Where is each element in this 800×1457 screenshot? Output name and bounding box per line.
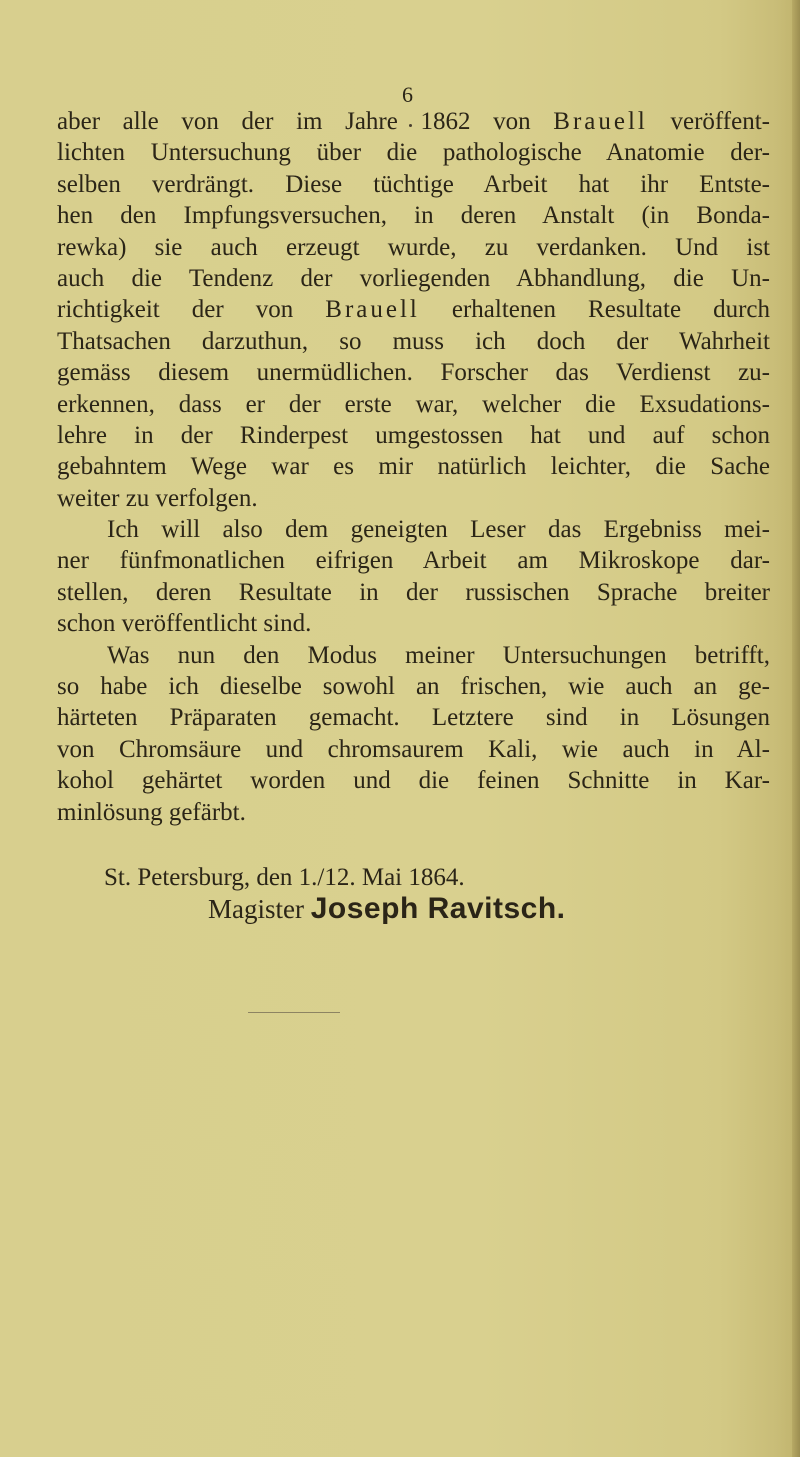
text-line: kohol gehärtet worden und die feinen Schnitte in Kar- [57, 767, 770, 795]
page-number: 6 [402, 82, 413, 107]
page-edge-shadow [792, 0, 800, 1457]
text-line: gemäss diesem unermüdlichen. Forscher das Verdienst zu- [57, 359, 770, 387]
closing-rule [248, 1012, 340, 1013]
text-line: so habe ich dieselbe sowohl an frischen, wie auch an ge- [57, 673, 770, 701]
text-line: von Chromsäure und chromsaurem Kali, wie auch in Al- [57, 735, 770, 763]
signature [208, 892, 566, 926]
text-line: selben verdrängt. Diese tüchtige Arbeit hat ihr Entste- [57, 170, 770, 198]
signature-title: Magister [208, 894, 304, 924]
signature-place-date: St. Petersburg, den 1./12. Mai 1864. [104, 864, 465, 891]
text-line: härteten Präparaten gemacht. Letztere sind in Lösungen [57, 704, 770, 732]
text-line: lehre in der Rinderpest umgestossen hat und auf schon [57, 421, 770, 449]
text-line: rewka) sie auch erzeugt wurde, zu verdanken. Und ist [57, 233, 770, 261]
text-line: schon veröffentlicht sind. [57, 610, 312, 638]
text-line: gebahntem Wege war es mir natürlich leichter, die Sache [57, 453, 770, 481]
text-line: hen den Impfungsversuchen, in deren Anstalt (in Bonda- [57, 202, 770, 230]
signature-name: Joseph Ravitsch. [310, 892, 566, 925]
spaced-name: Brauell [553, 108, 648, 135]
text-line: lichten Untersuchung über die pathologische Anatomie der- [57, 139, 770, 167]
text-line: weiter zu verfolgen. [57, 484, 258, 512]
text-line: erkennen, dass er der erste war, welcher die Exsudations- [57, 390, 770, 418]
text-line: stellen, deren Resultate in der russischen Sprache breiter [57, 578, 770, 606]
text-line: ner fünfmonatlichen eifrigen Arbeit am Mikroskope dar- [57, 547, 770, 575]
text-line: auch die Tendenz der vorliegenden Abhandlung, die Un- [57, 264, 770, 292]
text-line: Ich will also dem geneigten Leser das Ergebniss mei- [107, 516, 770, 544]
text-line: aber alle von der im Jahre 1862 von Brauell veröffent- [57, 108, 770, 135]
text-line: Was nun den Modus meiner Untersuchungen betrifft, [107, 641, 770, 669]
text-line: minlösung gefärbt. [57, 798, 246, 826]
text-line: richtigkeit der von Brauell erhaltenen Resultate durch [57, 296, 770, 324]
text-line: Thatsachen darzuthun, so muss ich doch der Wahrheit [57, 327, 770, 355]
spaced-name: Brauell [325, 296, 420, 324]
body-text [57, 106, 770, 828]
